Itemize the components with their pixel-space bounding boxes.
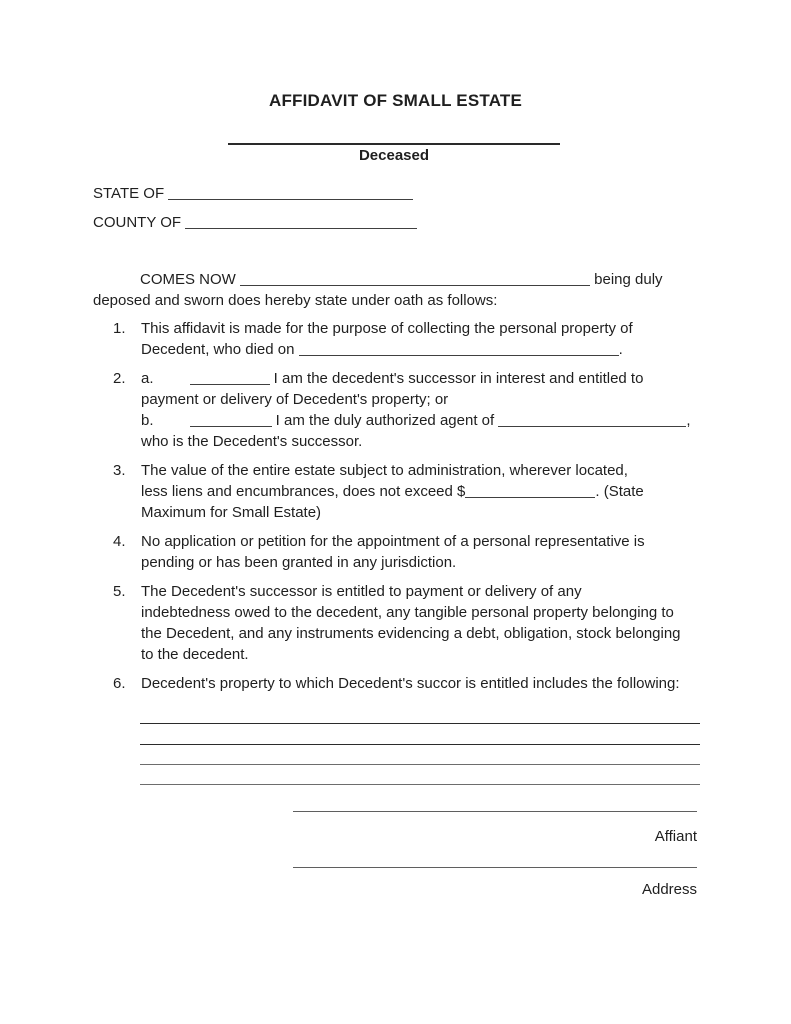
text-line: [141, 581, 681, 602]
text-run: COMES NOW: [140, 271, 240, 288]
text-run: the Decedent, and any instruments evidencing a debt, obligation, stock belonging: [141, 625, 681, 642]
text-run: Decedent, who died on: [141, 341, 299, 358]
text-line: [141, 460, 644, 481]
text-line: [141, 602, 681, 623]
affidavit-items: [93, 318, 753, 702]
text-run: indebtedness owed to the decedent, any tangible personal property belonging to: [141, 604, 674, 621]
affiant-label: Affiant: [654, 828, 697, 845]
property-line-2[interactable]: [140, 744, 700, 745]
text-run: .: [618, 341, 623, 358]
estate-value-field[interactable]: [465, 482, 595, 498]
text-run: who is the Decedent's successor.: [141, 433, 363, 450]
deceased-label: Deceased: [358, 147, 430, 164]
text-line: [93, 290, 733, 311]
item-number: 6.: [113, 675, 126, 692]
text-line: [141, 318, 633, 339]
opening-paragraph: [93, 269, 733, 311]
property-line-1[interactable]: [140, 723, 700, 724]
list-item-5: [93, 581, 753, 665]
text-run: The value of the entire estate subject to administration, wherever located,: [141, 462, 628, 479]
document-title: AFFIDAVIT OF SMALL ESTATE: [268, 91, 523, 110]
text-line: [93, 269, 733, 290]
text-line: [141, 481, 644, 502]
text-run: b.: [141, 412, 154, 429]
successor-option-a-field[interactable]: [190, 369, 270, 385]
affiant-signature-line[interactable]: [293, 811, 697, 812]
county-row: [93, 212, 417, 233]
address-label: Address: [641, 881, 697, 898]
decedent-name-line[interactable]: [228, 122, 560, 145]
text-line: [141, 410, 691, 431]
item-number: 1.: [113, 320, 126, 337]
county-name-field[interactable]: [185, 213, 417, 229]
county-of-label: COUNTY OF: [93, 214, 182, 231]
state-name-field[interactable]: [168, 184, 413, 200]
text-run: I am the duly authorized agent of: [271, 412, 499, 429]
item-number: 5.: [113, 583, 126, 600]
item-body: [141, 581, 681, 665]
item-body: [141, 460, 644, 523]
successor-option-b-field[interactable]: [190, 411, 272, 427]
date-of-death-field[interactable]: [299, 340, 619, 356]
property-line-3[interactable]: [140, 764, 700, 765]
text-line: [141, 368, 691, 389]
text-run: Maximum for Small Estate): [141, 504, 322, 521]
property-line-4[interactable]: [140, 784, 700, 785]
text-run: I am the decedent's successor in interest and entitled to: [269, 370, 644, 387]
text-run: . (State: [595, 483, 644, 500]
text-line: [141, 502, 644, 523]
text-run: to the decedent.: [141, 646, 249, 663]
text-run: deposed and sworn does hereby state under oath as follows:: [93, 292, 498, 309]
text-run: Decedent's property to which Decedent's succor is entitled includes the following:: [141, 675, 680, 692]
text-run: No application or petition for the appointment of a personal representative is: [141, 533, 645, 550]
text-line: [141, 339, 633, 360]
address-line[interactable]: [293, 867, 697, 868]
item-number: 3.: [113, 462, 126, 479]
item-number: 2.: [113, 370, 126, 387]
text-line: [141, 531, 645, 552]
state-of-label: STATE OF: [93, 185, 165, 202]
text-run: ,: [686, 412, 691, 429]
text-run: pending or has been granted in any jurisdiction.: [141, 554, 457, 571]
item-body: [141, 318, 633, 360]
state-row: [93, 183, 413, 204]
principal-name-field[interactable]: [498, 411, 686, 427]
list-item-2: [93, 368, 753, 452]
text-line: [141, 673, 680, 694]
text-line: [141, 431, 691, 452]
text-run: This affidavit is made for the purpose of collecting the personal property of: [141, 320, 633, 337]
text-line: [141, 623, 681, 644]
text-line: [141, 552, 645, 573]
list-item-6: [93, 673, 753, 694]
list-item-4: [93, 531, 753, 573]
text-line: [141, 644, 681, 665]
list-item-3: [93, 460, 753, 523]
text-line: [141, 389, 691, 410]
text-run: a.: [141, 370, 154, 387]
item-body: [141, 531, 645, 573]
affiant-name-field[interactable]: [240, 270, 590, 286]
text-run: less liens and encumbrances, does not exceed $: [141, 483, 466, 500]
text-run: The Decedent's successor is entitled to payment or delivery of any: [141, 583, 582, 600]
text-run: payment or delivery of Decedent's property; or: [141, 391, 449, 408]
text-run: being duly: [590, 271, 663, 288]
item-number: 4.: [113, 533, 126, 550]
item-body: [141, 368, 691, 452]
item-body: [141, 673, 680, 694]
list-item-1: [93, 318, 753, 360]
